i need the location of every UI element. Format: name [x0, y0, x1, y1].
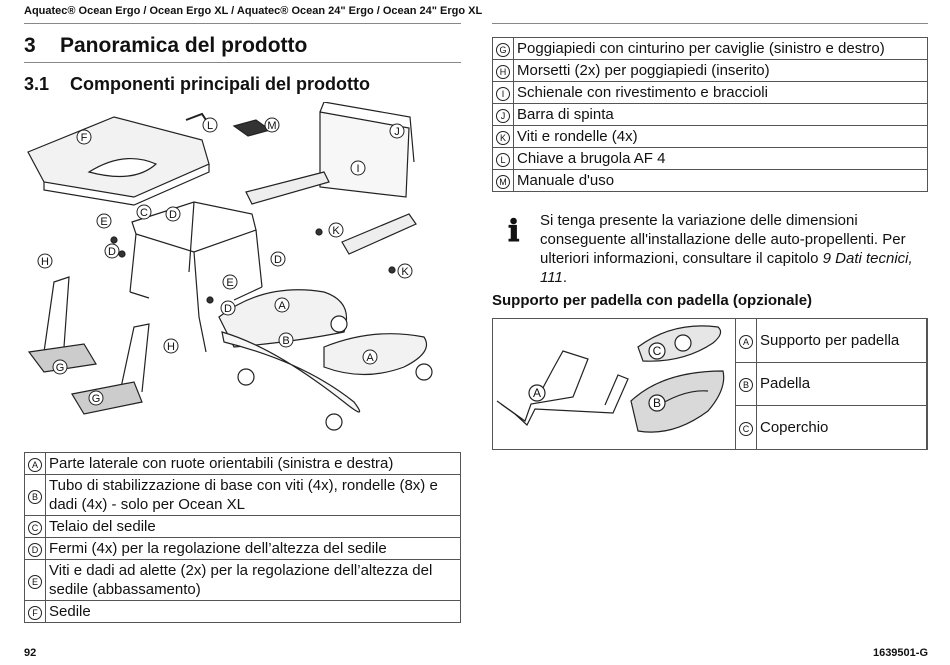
key-badge: J: [496, 109, 510, 123]
section-heading: [24, 34, 307, 58]
item-text: Supporto per padella: [757, 319, 928, 363]
armrest-left-shape: [246, 172, 329, 204]
figure-label-E: E: [100, 216, 108, 228]
table-row: [25, 475, 461, 516]
key-badge: H: [496, 65, 510, 79]
optional-items-table: [735, 318, 928, 450]
section-title: Panoramica del prodotto: [60, 34, 308, 57]
component-text: Morsetti (2x) per poggiapiedi (inserito): [514, 60, 928, 82]
table-row: [493, 60, 928, 82]
component-text: Fermi (4x) per la regolazione dell’altezza del sedile: [46, 538, 461, 560]
pin-d1: [119, 251, 125, 257]
screw-e2: [207, 297, 213, 303]
wheel-1: [331, 316, 347, 332]
seat-frame-legs: [130, 202, 262, 317]
table-row: [736, 406, 928, 450]
note-chapter-reference[interactable]: 9 Dati tecnici, 111: [540, 250, 913, 286]
subsection-number: 3.1: [24, 74, 50, 94]
item-text: Coperchio: [757, 406, 928, 450]
figure-label-B: B: [652, 396, 662, 410]
optional-section-heading: Supporto per padella con padella (opzionale): [492, 292, 813, 309]
table-row: [493, 170, 928, 192]
seat-shape: [28, 117, 209, 197]
key-badge: C: [739, 422, 753, 436]
running-header: Aquatec® Ocean Ergo / Ocean Ergo XL / Aquatec® Ocean 24" Ergo / Ocean 24" Ergo XL: [24, 5, 483, 17]
figure-label-D: D: [274, 254, 282, 266]
table-row: [25, 560, 461, 601]
table-row: [736, 319, 928, 363]
key-badge: K: [496, 131, 510, 145]
table-row: [493, 82, 928, 104]
figure-label-K: K: [332, 225, 340, 237]
key-badge: G: [496, 43, 510, 57]
wheel-4: [416, 364, 432, 380]
figure-label-F: F: [80, 132, 88, 144]
components-table-right: [492, 37, 928, 192]
key-badge: B: [28, 490, 42, 504]
wheel-2: [238, 369, 254, 385]
figure-label-A: A: [278, 300, 286, 312]
component-text: Sedile: [46, 601, 461, 623]
component-text: Parte laterale con ruote orientabili (sinistra e destra): [46, 453, 461, 475]
figure-label-K: K: [401, 266, 409, 278]
figure-label-I: I: [356, 163, 360, 175]
figure-label-L: L: [206, 120, 214, 132]
figure-label-G: G: [91, 393, 101, 405]
key-badge: B: [739, 378, 753, 392]
figure-label-J: J: [394, 126, 400, 138]
figure-label-A: A: [532, 386, 542, 400]
document-id: 1639501-G: [872, 647, 928, 659]
screw-e1: [111, 237, 117, 243]
figure-label-A: A: [366, 352, 374, 364]
component-text: Viti e rondelle (4x): [514, 126, 928, 148]
component-text: Chiave a brugola AF 4: [514, 148, 928, 170]
optional-box: [492, 318, 927, 450]
armrest-right-shape: [342, 214, 416, 254]
figure-label-D: D: [224, 303, 232, 315]
table-row: [25, 538, 461, 560]
component-text: Schienale con rivestimento e braccioli: [514, 82, 928, 104]
table-row: [493, 148, 928, 170]
subsection-title: Componenti principali del prodotto: [70, 74, 370, 94]
table-row: [25, 453, 461, 475]
component-text: Poggiapiedi con cinturino per caviglie (sinistro e destro): [514, 38, 928, 60]
note-text: Si tenga presente la variazione delle dimensioni conseguente all'installazione delle auto-propellenti. Per ulteriori informazioni, consultare il capitolo: [540, 212, 906, 267]
key-badge: A: [28, 458, 42, 472]
key-badge: M: [496, 175, 510, 189]
component-text: Barra di spinta: [514, 104, 928, 126]
table-row: [493, 126, 928, 148]
screw-k1: [316, 229, 322, 235]
wheel-3: [326, 414, 342, 430]
screw-k2: [389, 267, 395, 273]
figure-label-H: H: [41, 256, 49, 268]
figure-label-G: G: [55, 362, 65, 374]
item-text: Padella: [757, 362, 928, 406]
component-text: Manuale d'uso: [514, 170, 928, 192]
bedpan-illustration: [493, 319, 735, 449]
header-rule-right: [492, 23, 928, 24]
key-badge: A: [739, 335, 753, 349]
key-badge: C: [28, 521, 42, 535]
key-badge: D: [28, 543, 42, 557]
component-text: Viti e dadi ad alette (2x) per la regolazione dell’altezza del sedile (abbassamento): [46, 560, 461, 601]
key-badge: E: [28, 575, 42, 589]
figure-label-B: B: [282, 335, 290, 347]
table-row: [25, 601, 461, 623]
figure-label-D: D: [169, 209, 177, 221]
section-number: 3: [24, 34, 36, 57]
figure-label-C: C: [652, 344, 662, 358]
key-badge: I: [496, 87, 510, 101]
manual-shape: [234, 120, 270, 136]
lid-handle: [675, 335, 691, 351]
subsection-heading: [24, 74, 370, 95]
product-components-illustration: [24, 102, 464, 447]
figure-label-C: C: [140, 207, 148, 219]
info-icon: ℹ: [508, 214, 520, 249]
figure-label-M: M: [267, 120, 277, 132]
figure-label-D: D: [108, 246, 116, 258]
table-row: [736, 362, 928, 406]
section-rule: [24, 62, 461, 63]
component-text: Tubo di stabilizzazione di base con viti (4x), rondelle (8x) e dadi (4x) - solo per Ocean XL: [46, 475, 461, 516]
table-row: [493, 38, 928, 60]
key-badge: F: [28, 606, 42, 620]
key-badge: L: [496, 153, 510, 167]
footrest-right-plate: [72, 382, 142, 414]
table-row: [493, 104, 928, 126]
bedpan-shape: [631, 371, 724, 432]
figure-label-H: H: [167, 341, 175, 353]
note-text-end: .: [562, 269, 567, 286]
figure-label-E: E: [226, 277, 234, 289]
components-table-left: [24, 452, 461, 623]
component-text: Telaio del sedile: [46, 516, 461, 538]
info-note: [540, 211, 930, 287]
footrest-left-bar: [44, 277, 69, 352]
table-row: [25, 516, 461, 538]
header-rule-left: [24, 23, 461, 24]
page-number: 92: [24, 647, 37, 659]
